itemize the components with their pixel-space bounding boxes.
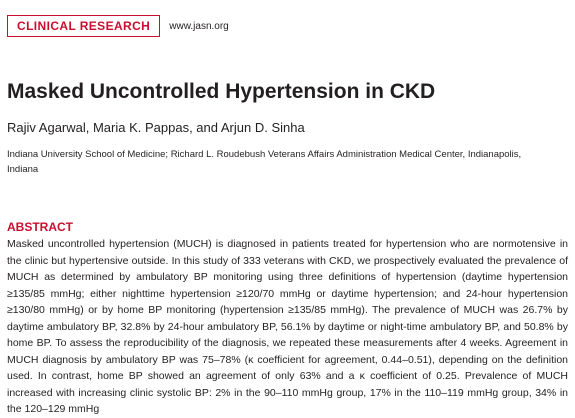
page-header <box>7 15 229 37</box>
author-list: Rajiv Agarwal, Maria K. Pappas, and Arjun D. Sinha <box>7 120 305 135</box>
journal-url[interactable]: www.jasn.org <box>169 20 229 32</box>
section-badge: CLINICAL RESEARCH <box>7 15 160 37</box>
abstract-text: Masked uncontrolled hypertension (MUCH) is diagnosed in patients treated for hypertension who are normotensive in the clinic but hypertensive outside. In this study of 333 veterans with CKD, we prospectively evaluated the prevalence of MUCH as determined by ambulatory BP monitoring using three definitions of hypertension (daytime hypertension ≥135/85 mmHg; either nighttime hypertension ≥120/70 mmHg or daytime hypertension; and 24-hour hypertension ≥130/80 mmHg) or by home BP monitoring (hypertension ≥135/85 mmHg). The prevalence of MUCH was 26.7% by daytime ambulatory BP, 32.8% by 24-hour ambulatory BP, 56.1% by daytime or night-time ambulatory BP, and 50.8% by home BP. To assess the reproducibility of the diagnosis, we repeated these measurements after 4 weeks. Agreement in MUCH diagnosis by ambulatory BP was 75–78% (κ coefficient for agreement, 0.44–0.51), depending on the definition used. In contrast, home BP showed an agreement of only 63% and a κ coefficient of 0.25. Prevalence of MUCH increased with increasing clinic systolic BP: 2% in the 90–110 mmHg group, 17% in the 110–119 mmHg group, 34% in the 120–129 mmHg <box>7 238 568 415</box>
article-title: Masked Uncontrolled Hypertension in CKD <box>7 80 436 103</box>
abstract-heading: ABSTRACT <box>7 220 73 234</box>
author-affiliation: Indiana University School of Medicine; Richard L. Roudebush Veterans Affairs Administration Medical Center, Indianapolis, Indiana <box>7 149 522 175</box>
